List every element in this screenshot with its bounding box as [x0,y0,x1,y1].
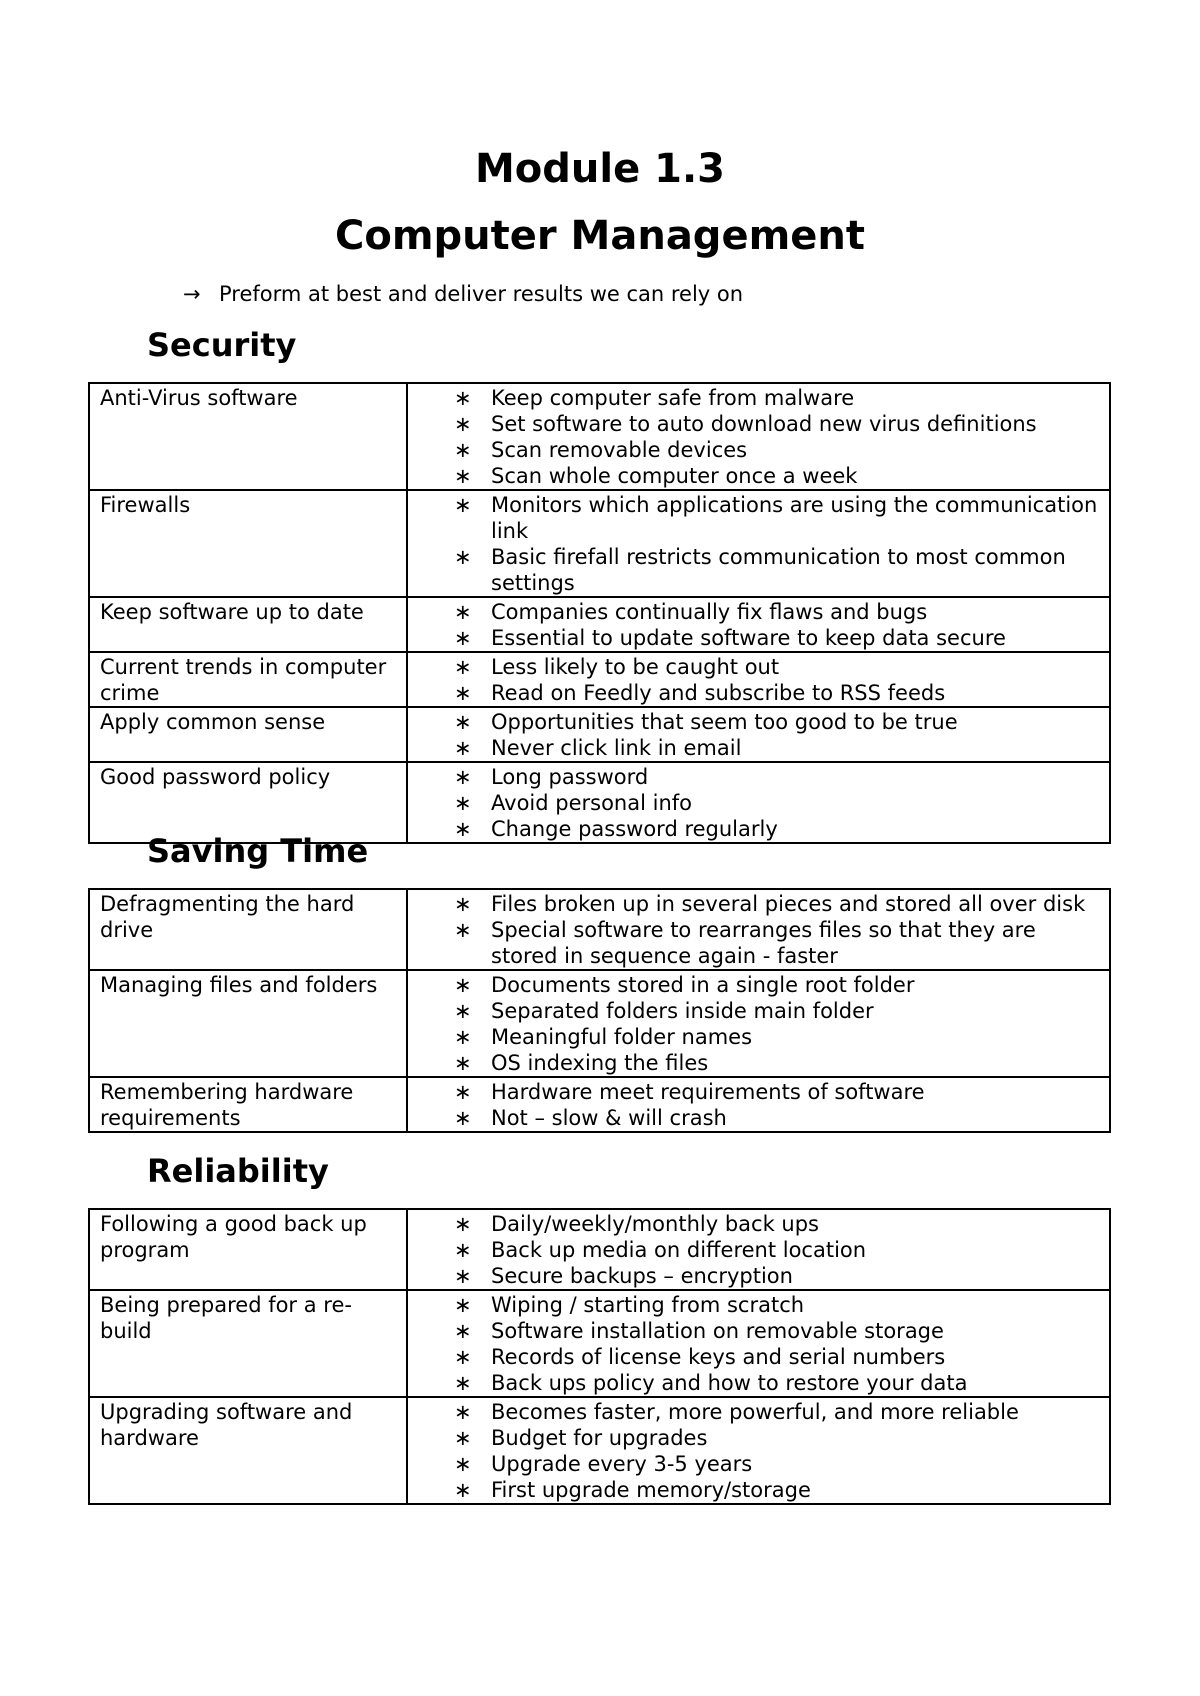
list-item [408,764,1105,790]
point-text: Secure backups – encryption [491,1264,793,1288]
list-item [408,1237,1105,1263]
points-list [408,385,1105,489]
point-text: Upgrade every 3-5 years [491,1452,753,1476]
subtitle-text: Preform at best and deliver results we can rely on [219,282,744,306]
points-list [408,599,1105,651]
list-item [408,1079,1105,1105]
bullet-icon: ∗ [454,1293,472,1317]
list-item [408,599,1105,625]
list-item [408,972,1105,998]
points-list [408,709,1105,761]
bullet-icon: ∗ [454,1452,472,1476]
table-row [89,1077,1110,1132]
list-item [408,463,1105,489]
bullet-icon: ∗ [454,600,472,624]
points-list [408,764,1105,842]
bullet-icon: ∗ [454,545,472,569]
bullet-icon: ∗ [454,655,472,679]
list-item [408,544,1105,596]
list-item [408,680,1105,706]
point-text: Read on Feedly and subscribe to RSS feeds [491,681,946,705]
bullet-icon: ∗ [454,1264,472,1288]
point-text: Set software to auto download new virus definitions [491,412,1037,436]
table-row [89,652,1110,707]
list-item [408,1024,1105,1050]
points-list [408,972,1105,1076]
bullet-icon: ∗ [454,464,472,488]
table-row [89,707,1110,762]
topic-cell: Defragmenting the hard drive [89,889,407,970]
table-row [89,490,1110,597]
table-row [89,970,1110,1077]
list-item [408,654,1105,680]
list-item [408,1477,1105,1503]
section-heading-reliability: Reliability [147,1152,329,1190]
bullet-icon: ∗ [454,1080,472,1104]
topic-cell: Being prepared for a re-build [89,1290,407,1397]
topic-cell: Upgrading software and hardware [89,1397,407,1504]
topic-cell: Remembering hardware requirements [89,1077,407,1132]
list-item [408,1292,1105,1318]
points-cell [407,652,1110,707]
table-row [89,762,1110,843]
bullet-icon: ∗ [454,736,472,760]
points-list [408,1211,1105,1289]
point-text: Documents stored in a single root folder [491,973,915,997]
table-row [89,597,1110,652]
list-item [408,1211,1105,1237]
point-text: Hardware meet requirements of software [491,1080,925,1104]
points-cell [407,1209,1110,1290]
list-item [408,1263,1105,1289]
bullet-icon: ∗ [454,1025,472,1049]
point-text: Software installation on removable storage [491,1319,944,1343]
list-item [408,492,1105,544]
list-item [408,1399,1105,1425]
points-cell [407,762,1110,843]
points-cell [407,597,1110,652]
table-row [89,889,1110,970]
page-title: Computer Management [335,213,865,259]
saving-time-table [88,888,1111,1133]
point-text: Wiping / starting from scratch [491,1293,805,1317]
list-item [408,998,1105,1024]
list-item [408,1344,1105,1370]
list-item [408,1105,1105,1131]
point-text: Less likely to be caught out [491,655,780,679]
bullet-icon: ∗ [454,1212,472,1236]
point-text: Meaningful folder names [491,1025,753,1049]
points-cell [407,490,1110,597]
bullet-icon: ∗ [454,626,472,650]
topic-cell: Apply common sense [89,707,407,762]
point-text: Opportunities that seem too good to be true [491,710,958,734]
bullet-icon: ∗ [454,817,472,841]
topic-cell: Managing files and folders [89,970,407,1077]
bullet-icon: ∗ [454,999,472,1023]
bullet-icon: ∗ [454,1345,472,1369]
points-list [408,891,1105,969]
bullet-icon: ∗ [454,1051,472,1075]
point-text: Scan removable devices [491,438,748,462]
list-item [408,816,1105,842]
point-text: Companies continually fix flaws and bugs [491,600,928,624]
bullet-icon: ∗ [454,791,472,815]
point-text: Becomes faster, more powerful, and more reliable [491,1400,1019,1424]
topic-cell: Good password policy [89,762,407,843]
bullet-icon: ∗ [454,1426,472,1450]
points-list [408,1079,1105,1131]
bullet-icon: ∗ [454,1238,472,1262]
bullet-icon: ∗ [454,1371,472,1395]
bullet-icon: ∗ [454,918,472,942]
table-row [89,1397,1110,1504]
topic-cell: Keep software up to date [89,597,407,652]
topic-cell: Firewalls [89,490,407,597]
subtitle [183,281,743,307]
points-list [408,1292,1105,1396]
section-heading-saving-time: Saving Time [147,832,369,870]
bullet-icon: ∗ [454,1106,472,1130]
bullet-icon: ∗ [454,438,472,462]
list-item [408,1050,1105,1076]
list-item [408,385,1105,411]
point-text: Back ups policy and how to restore your data [491,1371,968,1395]
list-item [408,1451,1105,1477]
points-cell [407,1397,1110,1504]
bullet-icon: ∗ [454,412,472,436]
bullet-icon: ∗ [454,493,472,517]
list-item [408,1370,1105,1396]
point-text: Not – slow & will crash [491,1106,727,1130]
points-list [408,654,1105,706]
points-cell [407,889,1110,970]
list-item [408,1425,1105,1451]
points-list [408,492,1105,596]
list-item [408,625,1105,651]
section-heading-security: Security [147,326,297,364]
list-item [408,891,1105,917]
point-text: First upgrade memory/storage [491,1478,811,1502]
points-cell [407,383,1110,490]
point-text: Budget for upgrades [491,1426,708,1450]
point-text: Long password [491,765,649,789]
point-text: Separated folders inside main folder [491,999,874,1023]
points-cell [407,1077,1110,1132]
bullet-icon: ∗ [454,386,472,410]
point-text: Change password regularly [491,817,778,841]
list-item [408,790,1105,816]
table-row [89,1290,1110,1397]
point-text: Essential to update software to keep data secure [491,626,1006,650]
list-item [408,709,1105,735]
list-item [408,437,1105,463]
module-title: Module 1.3 [474,146,726,192]
bullet-icon: ∗ [454,973,472,997]
point-text: Daily/weekly/monthly back ups [491,1212,819,1236]
point-text: Special software to rearranges files so that they are stored in sequence again - faster [491,918,1036,968]
point-text: Files broken up in several pieces and stored all over disk [491,892,1086,916]
points-cell [407,970,1110,1077]
reliability-table [88,1208,1111,1505]
table-row [89,1209,1110,1290]
security-table [88,382,1111,844]
point-text: Keep computer safe from malware [491,386,855,410]
table-row [89,383,1110,490]
point-text: Never click link in email [491,736,742,760]
point-text: Avoid personal info [491,791,692,815]
bullet-icon: ∗ [454,681,472,705]
topic-cell: Following a good back up program [89,1209,407,1290]
bullet-icon: ∗ [454,710,472,734]
point-text: Monitors which applications are using the communication link [491,493,1098,543]
point-text: Back up media on different location [491,1238,867,1262]
list-item [408,735,1105,761]
points-cell [407,1290,1110,1397]
list-item [408,917,1105,969]
points-cell [407,707,1110,762]
point-text: OS indexing the files [491,1051,709,1075]
list-item [408,1318,1105,1344]
point-text: Scan whole computer once a week [491,464,858,488]
bullet-icon: ∗ [454,1478,472,1502]
bullet-icon: ∗ [454,892,472,916]
arrow-icon: → [183,282,201,306]
list-item [408,411,1105,437]
topic-cell: Current trends in computer crime [89,652,407,707]
point-text: Records of license keys and serial numbers [491,1345,946,1369]
topic-cell: Anti-Virus software [89,383,407,490]
bullet-icon: ∗ [454,1319,472,1343]
point-text: Basic firefall restricts communication to most common settings [491,545,1066,595]
bullet-icon: ∗ [454,1400,472,1424]
points-list [408,1399,1105,1503]
bullet-icon: ∗ [454,765,472,789]
